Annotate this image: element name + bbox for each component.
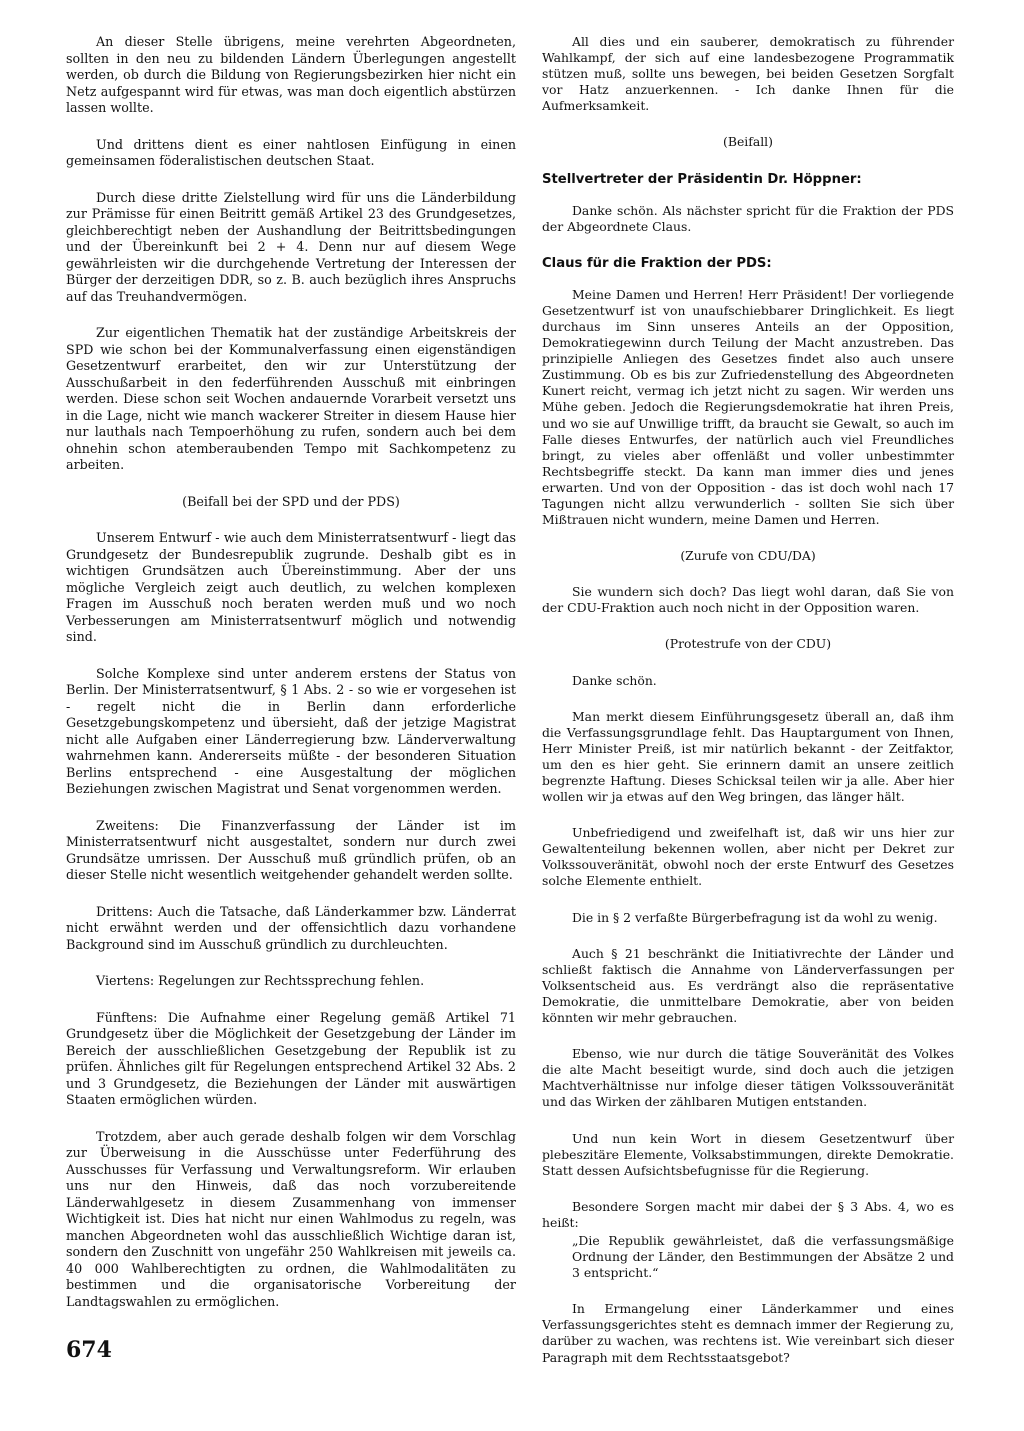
stage-direction: (Protestrufe von der CDU)	[664, 636, 832, 652]
left-text-column	[66, 34, 516, 1330]
paragraph: Man merkt diesem Einführungsgesetz überall an, daß ihm die Verfassungsgrundlage fehlt. Das Hauptargument von Ihnen, Herr Minister Preiß, ist mir natürlich bekannt - der Zeitfaktor, um den es hier geht. Sie erinnern damit an unsere zeitlich begrenzte Haftung. Dieses Schicksal teilen wir ja alle. Aber hier wollen wir ja etwas auf den Weg bringen, das länger hält.	[542, 708, 954, 805]
page-number: 674	[66, 1337, 112, 1363]
paragraph: Durch diese dritte Zielstellung wird für uns die Länderbildung zur Prämisse für einen Beitritt gemäß Artikel 23 des Grundgesetzes, gleichberechtigt neben der Aushandlung der Beitrittsbedingungen und der Übereinkunft bei 2 + 4. Denn nur auf diesem Wege gewährleisten wir die durchgehende Vertretung der Interessen der Bürger der derzeitigen DDR, so z. B. auch bezüglich ihres Anspruchs auf das Treuhandvermögen.	[66, 189, 516, 304]
paragraph: Und drittens dient es einer nahtlosen Einfügung in einen gemeinsamen föderalistischen deutschen Staat.	[66, 136, 516, 168]
speaker-heading: Claus für die Fraktion der PDS:	[542, 255, 772, 271]
paragraph: Unbefriedigend und zweifelhaft ist, daß wir uns hier zur Gewaltenteilung bekennen wollen, aber nicht per Dekret zur Volkssouveränität, obwohl noch der erste Entwurf des Gesetzes solche Elemente enthielt.	[542, 825, 954, 889]
paragraph: In Ermangelung einer Länderkammer und eines Verfassungsgerichtes steht es demnach immer der Regierung zu, darüber zu wachen, was rechtens ist. Wie vereinbart sich dieser Paragraph mit dem Rechtsstaatsgebot?	[542, 1301, 954, 1365]
paragraph: Meine Damen und Herren! Herr Präsident! Der vorliegende Gesetzentwurf ist von unaufschiebbarer Dringlichkeit. Es liegt durchaus im Sinn unseres Anteils an der Opposition, Demokratiegewinn durch Teilung der Macht anzustreben. Das prinzipielle Anliegen des Gesetzes findet also auch unsere Zustimmung. Ob es bis zur Zufriedenstellung des Abgeordneten Kunert reicht, vermag ich jetzt nicht zu sagen. Wir werden uns Mühe geben. Jedoch die Regierungsdemokratie hat ihren Preis, und wo sie auf Unwillige trifft, da braucht sie Gewalt, so auch im Falle dieses Entwurfes, der natürlich auch viel Freundliches bringt, zu vieles aber offenläßt und voller unbestimmter Rechtsbegriffe steckt. Da kann man immer dies und jenes erwarten. Und von der Opposition - das ist doch wohl nach 17 Tagungen nicht allzu verwunderlich - sollten Sie sich über Mißtrauen nicht wundern, meine Damen und Herren.	[542, 286, 954, 528]
paragraph: Danke schön.	[572, 672, 657, 688]
paragraph: All dies und ein sauberer, demokratisch zu führender Wahlkampf, der sich auf eine landesbezogene Programmatik stützen muß, sollte uns bewegen, bei beiden Gesetzen Sorgfalt vor Hatz anzuerkennen. - Ich danke Ihnen für die Aufmerksamkeit.	[542, 34, 954, 114]
paragraph: Solche Komplexe sind unter anderem erstens der Status von Berlin. Der Ministerratsentwurf, § 1 Abs. 2 - so wie er vorgesehen ist - regelt nicht die in Berlin dann erforderliche Gesetzgebungskompetenz und übersieht, daß der jetzige Magistrat nicht alle Aufgaben einer Länderregierung bzw. Länderverwaltung wahrnehmen kann. Andererseits müßte - der besonderen Situation Berlins entsprechend - eine Ausgestaltung der möglichen Beziehungen zwischen Magistrat und Senat vorgenommen werden.	[66, 665, 516, 796]
paragraph: Viertens: Regelungen zur Rechtssprechung fehlen.	[96, 973, 425, 988]
paragraph: Fünftens: Die Aufnahme einer Regelung gemäß Artikel 71 Grundgesetz über die Möglichkeit der Gesetzgebung der Länder im Bereich der ausschließlichen Gesetzgebung der Republik ist zu prüfen. Ähnliches gilt für Regelungen entsprechend Artikel 32 Abs. 2 und 3 Grundgesetz, die Beziehungen der Länder mit auswärtigen Staaten ermöglichen würden.	[66, 1009, 516, 1107]
stage-direction: (Beifall)	[723, 134, 773, 150]
paragraph: Sie wundern sich doch? Das liegt wohl daran, daß Sie von der CDU-Fraktion auch noch nicht in der Opposition waren.	[542, 584, 954, 616]
paragraph: Unserem Entwurf - wie auch dem Ministerratsentwurf - liegt das Grundgesetz der Bundesrepublik zugrunde. Deshalb gibt es in wichtigen Grundsätzen auch Übereinstimmung. Aber der uns mögliche Vergleich zeigt auch deutlich, zu welchen komplexen Fragen im Ausschuß noch beraten werden muß und wo noch Verbesserungen am Ministerratsentwurf möglich und notwendig sind.	[66, 530, 516, 644]
paragraph: Zweitens: Die Finanzverfassung der Länder ist im Ministerratsentwurf nicht ausgestaltet, sondern nur durch zwei Grundsätze umrissen. Der Ausschuß muß gründlich prüfen, ob an dieser Stelle nicht wesentlich weitgehender gehandelt werden sollte.	[66, 817, 516, 882]
paragraph: Trotzdem, aber auch gerade deshalb folgen wir dem Vorschlag zur Überweisung in die Ausschüsse unter Federführung des Ausschusses für Verfassung und Verwaltungsreform. Wir erlauben uns nur den Hinweis, daß das noch vorzubereitende Länderwahlgesetz in diesem Zusammenhang von immenser Wichtigkeit ist. Dies hat nicht nur einen Wahlmodus zu regeln, was manchen Abgeordneten wohl das ausschließlich Wichtige daran ist, sondern den Zuschnitt von ungefähr 250 Wahlkreisen mit jeweils ca. 40 000 Wahlberechtigten zu ordnen, die Wahlmodalitäten zu bestimmen und die organisatorische Vorbereitung der Landtagswahlen zu ermöglichen.	[66, 1128, 516, 1309]
stage-direction: (Zurufe von CDU/DA)	[680, 548, 816, 564]
paragraph: Drittens: Auch die Tatsache, daß Länderkammer bzw. Länderrat nicht erwähnt werden und der offensichtlich dazu vorhandene Background sind im Ausschuß gründlich zu durchleuchten.	[66, 903, 516, 952]
quoted-passage: „Die Republik gewährleistet, daß die verfassungsmäßige Ordnung der Länder, den Bestimmungen der Absätze 2 und 3 entspricht.“	[572, 1232, 954, 1281]
speaker-heading: Stellvertreter der Präsidentin Dr. Höppner:	[542, 171, 862, 187]
paragraph: Die in § 2 verfaßte Bürgerbefragung ist da wohl zu wenig.	[572, 909, 938, 925]
paragraph: Besondere Sorgen macht mir dabei der § 3 Abs. 4, wo es heißt:	[542, 1198, 954, 1230]
paragraph: Auch § 21 beschränkt die Initiativrechte der Länder und schließt faktisch die Annahme von Länderverfassungen per Volksentscheid aus. Es verdrängt also die repräsentative Demokratie, die unmittelbare Demokratie, aber von beiden könnten wir mehr gebrauchen.	[542, 945, 954, 1026]
right-text-column	[542, 34, 954, 1386]
paragraph: Danke schön. Als nächster spricht für die Fraktion der PDS der Abgeordnete Claus.	[542, 202, 954, 234]
paragraph: An dieser Stelle übrigens, meine verehrten Abgeordneten, sollten in den neu zu bildenden Ländern Überlegungen angestellt werden, ob durch die Bildung von Regierungsbezirken hier nicht ein Netz aufgespannt wird für etwas, was man doch eigentlich abstürzen lassen wollte.	[66, 34, 516, 115]
paragraph: Und nun kein Wort in diesem Gesetzentwurf über plebeszitäre Elemente, Volksabstimmungen, direkte Demokratie. Statt dessen Aufsichtsbefugnisse für die Regierung.	[542, 1130, 954, 1178]
paragraph: Zur eigentlichen Thematik hat der zuständige Arbeitskreis der SPD wie schon bei der Kommunalverfassung einen eigenständigen Gesetzentwurf erarbeitet, den wir zur Unterstützung der Ausschußarbeit in den federführenden Ausschuß mit einbringen werden. Diese schon seit Wochen andauernde Vorarbeit versetzt uns in die Lage, nicht wie manch wackerer Streiter in diesem Hause hier nur lauthals nach Tempoerhöhung zu rufen, sondern auch bei dem ohnehin schon atemberaubenden Tempo mit Sachkompetenz zu arbeiten.	[66, 325, 516, 472]
paragraph: Ebenso, wie nur durch die tätige Souveränität des Volkes die alte Macht beseitigt wurde, sind doch auch die jetzigen Machtverhältnisse nur infolge dieser tätigen Volkssouveränität und das Wirken der zählbaren Mutigen entstanden.	[542, 1046, 954, 1110]
stage-direction: (Beifall bei der SPD und der PDS)	[182, 493, 400, 509]
